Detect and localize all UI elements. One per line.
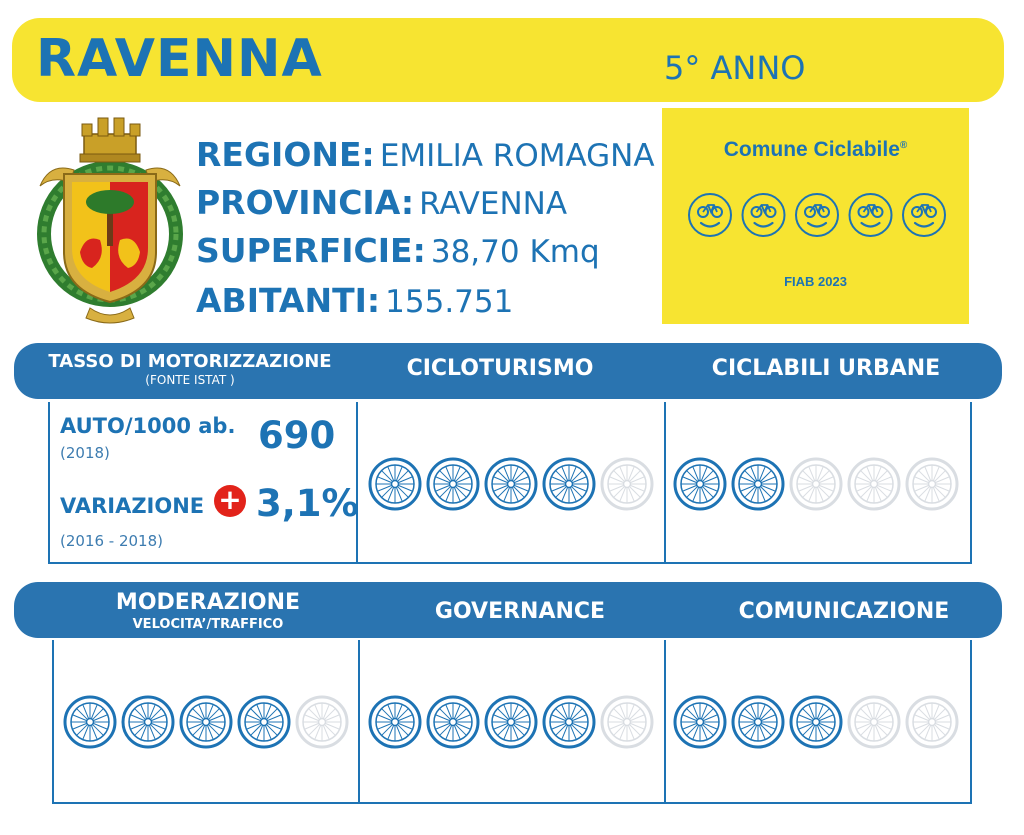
auto-year: (2018) [60,444,110,462]
variation-label: VARIAZIONE [60,494,205,518]
bicycle-wheel-icon [733,459,783,509]
info-key: SUPERFICIE: [196,231,426,270]
bicycle-wheel-icon [428,697,478,747]
bicycle-wheel-icon [602,459,652,509]
bike-smiley-icon [743,194,785,236]
bicycle-wheel-icon [370,459,420,509]
bicycle-wheel-icon [849,459,899,509]
cicloturismo-title: CICLOTURISMO [406,356,594,381]
badge-smiley-row [687,192,947,238]
info-abitanti [196,278,513,330]
bicycle-wheel-icon [65,697,115,747]
info-value: EMILIA ROMAGNA [379,138,655,174]
badge-title-text: Comune Ciclabile [723,138,900,161]
governance-rating [368,694,658,750]
bicycle-wheel-icon [370,697,420,747]
badge-title [662,138,969,162]
motorization-source: (FONTE ISTAT ) [145,373,235,387]
moderazione-title: MODERAZIONE [115,590,301,615]
governance-title: GOVERNANCE [434,599,606,624]
bicycle-wheel-icon [239,697,289,747]
bicycle-wheel-icon [181,697,231,747]
ciclabili-urbane-title: CICLABILI URBANE [711,356,941,381]
comune-ciclabile-badge [662,108,969,324]
info-key: REGIONE: [196,135,375,174]
info-value: 38,70 Kmq [430,234,600,270]
ciclabili-urbane-rating [673,456,963,512]
bicycle-wheel-icon [486,697,536,747]
info-regione [196,132,655,184]
comunicazione-title: COMUNICAZIONE [738,599,950,624]
comunicazione-rating [673,694,963,750]
bicycle-wheel-icon [297,697,347,747]
ravenna-coat-of-arms-icon [30,112,190,327]
info-provincia [196,180,567,232]
bicycle-wheel-icon [907,459,957,509]
bicycle-wheel-icon [849,697,899,747]
moderazione-rating [63,694,353,750]
info-key: PROVINCIA: [196,183,415,222]
plus-icon: + [214,485,246,517]
bicycle-wheel-icon [791,459,841,509]
motorization-title: TASSO DI MOTORIZZAZIONE [48,351,332,372]
bicycle-wheel-icon [123,697,173,747]
bike-smiley-icon [903,194,945,236]
bicycle-wheel-icon [602,697,652,747]
bicycle-wheel-icon [486,459,536,509]
info-key: ABITANTI: [196,281,381,320]
variation-value: 3,1% [256,482,359,525]
variation-years: (2016 - 2018) [60,532,164,550]
auto-value: 690 [258,414,336,457]
auto-label: AUTO/1000 ab. [60,414,236,438]
city-name: RAVENNA [36,29,323,89]
registered-mark: ® [899,140,908,151]
bicycle-wheel-icon [544,697,594,747]
bicycle-wheel-icon [791,697,841,747]
bike-smiley-icon [796,194,838,236]
badge-footer: FIAB 2023 [784,274,847,289]
bicycle-wheel-icon [675,459,725,509]
bicycle-wheel-icon [428,459,478,509]
info-superficie [196,228,600,280]
bicycle-wheel-icon [907,697,957,747]
bicycle-wheel-icon [733,697,783,747]
info-value: 155.751 [385,284,514,320]
bicycle-wheel-icon [544,459,594,509]
cicloturismo-rating [368,456,658,512]
moderazione-subtitle: VELOCITA’/TRAFFICO [132,617,284,632]
year-label: 5° ANNO [664,49,806,87]
bicycle-wheel-icon [675,697,725,747]
bike-smiley-icon [850,194,892,236]
info-value: RAVENNA [419,186,568,222]
bike-smiley-icon [689,194,731,236]
